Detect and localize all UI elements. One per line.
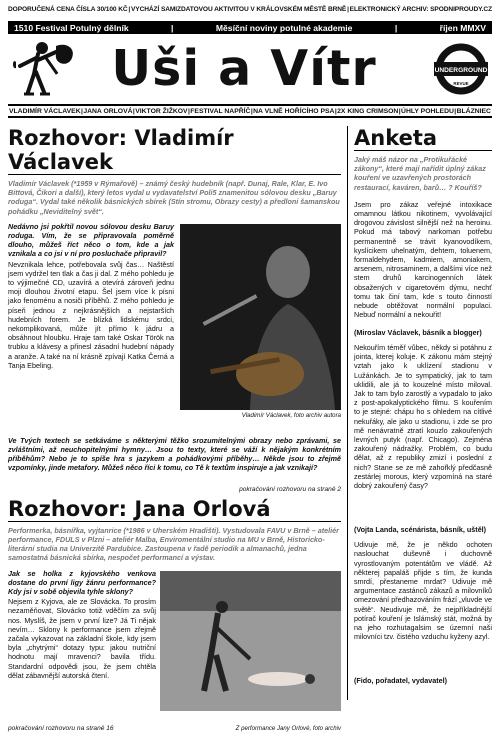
- article1-question1: Nedávno jsi pokřtil novou sólovou desku Baruy roduga. Vím, že se připravovala poměrně dlouho, můžeš říct něco o tom, kde a jak vznikala a co jsi v ní pro posluchače připravil?: [8, 221, 174, 259]
- issue-line: 1510 Festival Potulný dělník: [14, 22, 129, 33]
- section-item[interactable]: BLÁZNIEC: [456, 107, 491, 115]
- underground-revue-logo: [434, 40, 488, 98]
- anketa-heading: Anketa: [354, 126, 492, 151]
- section-item[interactable]: 2X KING CRIMSON: [337, 107, 399, 115]
- issue-date: říjen MMXV: [439, 22, 486, 33]
- section-item[interactable]: ÚHLY POHLEDU: [401, 107, 454, 115]
- anketa-answer-author: (Vojta Landa, scénárista, básník, uštěl): [354, 525, 487, 535]
- tagline: VYCHÁZÍ SAMIZDATOVOU AKTIVITOU V KRÁLOVSKÉM MĚSTĚ BRNĚ: [130, 6, 347, 13]
- price-label: DOPORUČENÁ CENA ČÍSLA 30/100 KČ: [8, 6, 128, 13]
- contents-bar: VLADIMÍR VÁCLAVEK | JANA ORLOVÁ | VIKTOR ŽIŽKOV | FESTIVAL NAPŘÍČ | NA VLNĚ HOŘÍCÍHO PSA | 2X KING CRIMSON | ÚHLY POHLEDU | BLÁZNIEC: [8, 104, 492, 118]
- issue-bar: 1510 Festival Potulný dělník | Měsíční noviny potulné akademie | říjen MMXV: [8, 21, 492, 34]
- article1-answer1: Nevznikala lehce, potřebovala svůj čas… Naštěstí jsem vydržel ten tlak a čas ji dal. Z mého pohledu je to výjimečné CD, uzavírá a otevírá zároveň jednu moji dlouhou životní etapu. Šel jsem více k písni jako fenoménu a nosiči příběhů. Z mého pohledu je píseň jednou z nejkrásnějších a nejstarších hudebních forem. Je blízká lidskému srdci, nekomplikovaná, může jít přímo k jádru a obsáhnout hloubku. Hraje tam také Oskar Török na trubku a klávesy a přinesl zásadní hudební nápady a aranže. A také na ní krásně zpívají Katka Černá a Tanja Ebeling.: [8, 259, 174, 370]
- section-item[interactable]: VIKTOR ŽIŽKOV: [135, 107, 188, 115]
- article2-heading: Rozhovor: Jana Orlová: [8, 497, 341, 522]
- paper-title: Uši a Vítr: [111, 40, 377, 97]
- section-item[interactable]: NA VLNĚ HOŘÍCÍHO PSA: [253, 107, 335, 115]
- article2-answer1: Nejsem z Kyjova, ale ze Slovácka. To prosím nezaměňovat, Slovácko totiž vděčím za svůj nos. Myslíš, že jsem v první lize? Já Ti nějak nevím… Sklony k performance jsem zřejmě začala vykazovat na základní škole, kdy jsem byla „chytrými“ dotazy typu: jakou nutriční hodnotu mají mravenci? bavila třídu. Standardní odpovědi jsou, že jsem chtěla dělat zábavnější autorská čtení.: [8, 597, 156, 680]
- vaclavek-photo: [180, 224, 341, 410]
- archive-link[interactable]: ELEKTRONICKÝ ARCHIV: SPODNIPROUDY.CZ: [349, 6, 492, 13]
- worker-with-guitar-illustration: [10, 38, 80, 100]
- masthead: [8, 38, 492, 100]
- article2-lead: Performerka, básnířka, vyjtanrice (*1986 v Uherském Hradišti). Vystudovala FAVU v Brně – ateliér performance, FDULS v Plzni – ateliér Malba, Enviromentální studio na MU v Brně, Historicko-literární studia na Univerzitě Pardubice. Zastoupena v řadě periodik a almanachů, jedna samostatná básnická sbírka, nespočet performancí a výstav.: [8, 525, 339, 563]
- anketa-answer-author: (Miroslav Václavek, básník a blogger): [354, 327, 482, 337]
- main-column: [8, 126, 341, 732]
- article1-continue: pokračování rozhovoru na straně 2: [239, 485, 341, 493]
- article1-lead: Vladimír Václavek (*1959 v Rýmařově) – známý český hudebník (např. Dunaj, Rale, Klar, E. Ivo Bittová, Čikori a další), který letos vydal u vydavatelství Poli5 znamenitou sólovou desku „Baruy roduga“. Vydal také několik básnických sbírek (Stín stromu, Obrazy cesty) a předloni šamanskou pohádku „Neviditelný svět“.: [8, 179, 340, 216]
- survey-column: [347, 126, 492, 700]
- article2-continue: pokračování rozhovoru na straně 16: [8, 724, 114, 732]
- guitarist-photo-image: [180, 224, 341, 410]
- anketa-answer: Udivuje mě, že je někdo ochoten naslouchat duševně i duchovně vyrostlovaným potentátům ve vládě. Až některej papaláš přijde s tím, že kunda smrdí, přestaneme mrdat? Udivuje mě argumentace zastánců zákazů a milovníků omezování předhazováním frází „vluvde ve světě“. Neudivuje mě, že nejpříkladnější potírač kouření je Islámský stát, možná by na jeho rozhutagalsim se územní naši milovníci tzv. čistého vzduchu kyženy azyl.: [354, 540, 492, 642]
- section-item[interactable]: VLADIMÍR VÁCLAVEK: [9, 107, 81, 115]
- top-info-strip: DOPORUČENÁ CENA ČÍSLA 30/100 KČ | VYCHÁZÍ SAMIZDATOVOU AKTIVITOU V KRÁLOVSKÉM MĚSTĚ BRNĚ | ELEKTRONICKÝ ARCHIV: SPODNIPROUDY.CZ: [8, 6, 492, 18]
- article1-question2: Ve Tvých textech se setkáváme s některými těžko srozumitelnými obrazy nebo zprávami, se zvláštními, až neuchopitelnými hymny… Jsou to texty, které se váží k nějakým konkrétním příběhům? Nebo je to spíše hra s jazykem a pohádkovými příběhy… Někde jsou to zřejmě vzpomínky, jinde metafory. Můžeš něco říci k tomu, co Tě k textům inspiruje a jak vznikají?: [8, 435, 341, 473]
- article1-heading: Rozhovor: Vladimír Václavek: [8, 126, 341, 175]
- anketa-answer: Nekouřím téměř vůbec, někdy si potáhnu z jointa, kterej koluje. K zákonu mám stejný vztah jako k uklízení stadionu v Lužánkách. Je to sympatický, jak to tam uklidili, ale já to kouzelné místo miloval. Jak to tam bylo zarostlý a vypadalo to jako z post-apokalyptického filmu. S kouřením to je stejné: chápu ho s ohledem na cítlivé nekuřáky, ale jako u stadionu, i zde se pro mě nenávratně ztratí kouzlo zakouřených levných putyk (např. Chicago). Zejména zakouřený nádražky. Problém, co budu dělat, až z republiky zmizí i poslední z nich? Stane se ze mě zahořklý předčasně zestárlej morous, který vzpomíná na staré dobrý zakouřený časy?: [354, 343, 492, 491]
- vaclavek-photo-caption: Vladimír Václavek, foto archiv autora: [241, 411, 341, 419]
- anketa-answer: Jsem pro zákaz veřejné intoxikace omamnou látkou nikotinem, vyvolávající drogovou závislost silnější než na heroinu. Pokud má tabový narkoman potřebu permanentně se trávit kyanovodíkem, kyslícikem uhelnatým, dehtem, toluenem, formaldehydem, kadmiem, amoniakem, arsenem, nitrosaminem, a dalšími více než stem druhů karcinogenních látek obsažených v cigaretovém dýmu, nechť tomu tak činí tam, kde s touto činností nebude obtěžovat normální populaci. Nebuď normální a nekouřit!: [354, 199, 492, 320]
- svg-text:UNDERGROUND: UNDERGROUND: [434, 67, 488, 74]
- section-item[interactable]: JANA ORLOVÁ: [83, 107, 133, 115]
- svg-text:REVUE: REVUE: [453, 81, 469, 86]
- anketa-answer-author: (Fido, pořadatel, vydavatel): [354, 676, 448, 686]
- orlova-photo-caption: Z performance Jany Orlové, foto archiv: [235, 724, 341, 732]
- section-item[interactable]: FESTIVAL NAPŘÍČ: [190, 107, 251, 115]
- paper-subtitle: Měsíční noviny potulné akademie: [215, 22, 353, 33]
- orlova-photo: [160, 571, 341, 711]
- article2-question1: Jak se holka z kyjovského venkova dostane do první ligy žánru performance? Kdy jsi v sobě objevila tyhle sklony?: [8, 568, 156, 597]
- performance-photo-image: [160, 571, 341, 711]
- anketa-question: Jaký máš názor na „Protikuřácké zákony“, které mají nařídit úplný zákaz kouření ve uzavřených prostorách restaurací, kaváren, barů… ? Kouříš?: [354, 155, 486, 192]
